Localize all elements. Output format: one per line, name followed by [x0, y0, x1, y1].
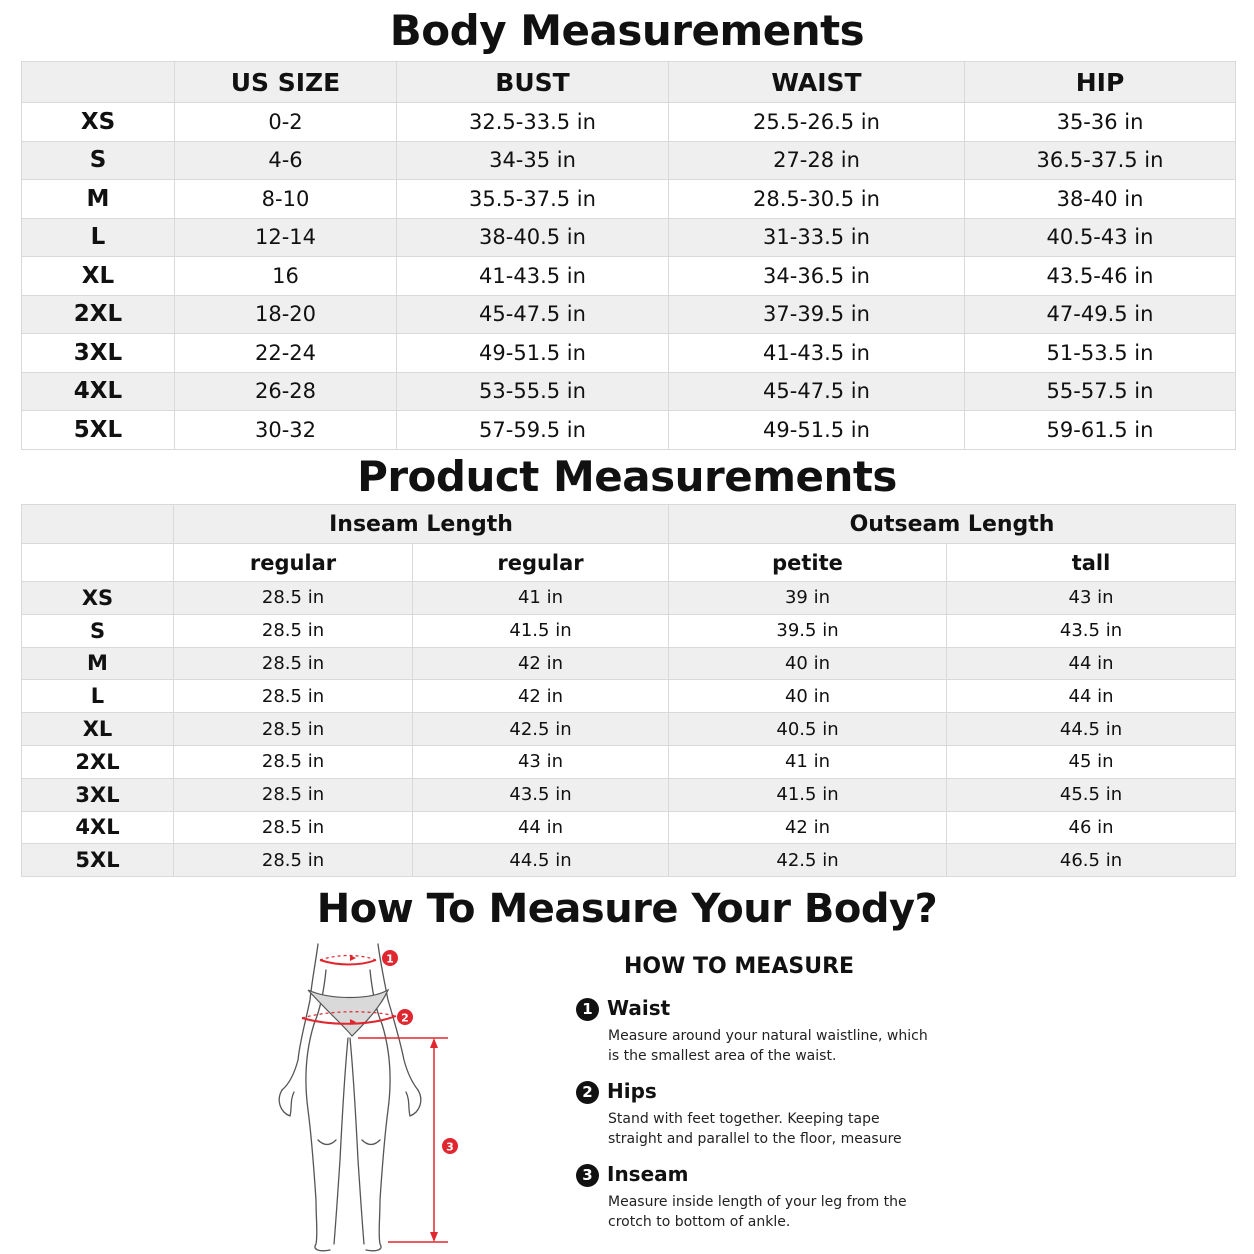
svg-text:1: 1 [386, 952, 394, 966]
header-us-size: US SIZE [175, 62, 397, 103]
product-measurements-title: Product Measurements [357, 452, 897, 501]
hip-cell: 47-49.5 in [965, 295, 1236, 334]
waist-cell: 49-51.5 in [669, 411, 965, 450]
value-cell: 39.5 in [669, 614, 947, 647]
subheader-inseam-regular: regular [174, 544, 413, 582]
us-size-cell: 30-32 [175, 411, 397, 450]
marker-2 [397, 1009, 413, 1025]
size-cell: 4XL [22, 811, 174, 844]
value-cell: 28.5 in [174, 680, 413, 713]
waist-cell: 27-28 in [669, 141, 965, 180]
table-row [22, 334, 1236, 373]
subheader-tall: tall [947, 544, 1236, 582]
table-group-header-row [22, 505, 1236, 544]
step-description: Measure inside length of your leg from the crotch to bottom of ankle. [608, 1194, 907, 1230]
value-cell: 45 in [947, 745, 1236, 778]
waist-cell: 41-43.5 in [669, 334, 965, 373]
hip-cell: 59-61.5 in [965, 411, 1236, 450]
size-cell: L [22, 218, 175, 257]
us-size-cell: 4-6 [175, 141, 397, 180]
waist-cell: 37-39.5 in [669, 295, 965, 334]
value-cell: 42 in [413, 680, 669, 713]
value-cell: 41 in [669, 745, 947, 778]
us-size-cell: 8-10 [175, 180, 397, 219]
value-cell: 43 in [947, 582, 1236, 615]
us-size-cell: 16 [175, 257, 397, 296]
table-row [22, 844, 1236, 877]
hip-cell: 36.5-37.5 in [965, 141, 1236, 180]
size-cell: 2XL [22, 295, 175, 334]
size-cell: 3XL [22, 778, 174, 811]
subheader-outseam-regular: regular [413, 544, 669, 582]
header-blank [22, 505, 174, 544]
size-cell: M [22, 180, 175, 219]
marker-3 [442, 1138, 458, 1154]
size-cell: XL [22, 257, 175, 296]
value-cell: 28.5 in [174, 647, 413, 680]
bust-cell: 53-55.5 in [397, 372, 669, 411]
value-cell: 41.5 in [413, 614, 669, 647]
value-cell: 28.5 in [174, 778, 413, 811]
subheader-blank [22, 544, 174, 582]
body-figure-illustration [260, 940, 470, 1254]
value-cell: 28.5 in [174, 713, 413, 746]
us-size-cell: 22-24 [175, 334, 397, 373]
hip-cell: 40.5-43 in [965, 218, 1236, 257]
table-row [22, 372, 1236, 411]
value-cell: 42.5 in [413, 713, 669, 746]
value-cell: 46.5 in [947, 844, 1236, 877]
value-cell: 41.5 in [669, 778, 947, 811]
value-cell: 43.5 in [413, 778, 669, 811]
value-cell: 28.5 in [174, 811, 413, 844]
table-row [22, 411, 1236, 450]
table-row [22, 582, 1236, 615]
table-row [22, 778, 1236, 811]
table-row [22, 614, 1236, 647]
waist-measure-tape [320, 955, 376, 965]
value-cell: 40 in [669, 647, 947, 680]
header-inseam-length: Inseam Length [174, 505, 669, 544]
value-cell: 28.5 in [174, 582, 413, 615]
step-number-badge: 1 [576, 998, 599, 1021]
hip-cell: 51-53.5 in [965, 334, 1236, 373]
bust-cell: 35.5-37.5 in [397, 180, 669, 219]
table-row [22, 647, 1236, 680]
us-size-cell: 26-28 [175, 372, 397, 411]
value-cell: 28.5 in [174, 844, 413, 877]
value-cell: 40.5 in [669, 713, 947, 746]
value-cell: 46 in [947, 811, 1236, 844]
size-cell: 2XL [22, 745, 174, 778]
waist-cell: 34-36.5 in [669, 257, 965, 296]
bust-cell: 38-40.5 in [397, 218, 669, 257]
table-row [22, 745, 1236, 778]
size-cell: 4XL [22, 372, 175, 411]
bust-cell: 49-51.5 in [397, 334, 669, 373]
step-number-badge: 3 [576, 1164, 599, 1187]
value-cell: 42 in [669, 811, 947, 844]
value-cell: 44.5 in [947, 713, 1236, 746]
table-row [22, 180, 1236, 219]
step-name: Waist [607, 996, 671, 1020]
bust-cell: 45-47.5 in [397, 295, 669, 334]
hip-cell: 43.5-46 in [965, 257, 1236, 296]
size-cell: 3XL [22, 334, 175, 373]
header-outseam-length: Outseam Length [669, 505, 1236, 544]
value-cell: 45.5 in [947, 778, 1236, 811]
inseam-measure-line [358, 1038, 448, 1242]
step-name: Hips [607, 1079, 657, 1103]
step-number-badge: 2 [576, 1081, 599, 1104]
body-measurements-title: Body Measurements [389, 6, 865, 55]
value-cell: 28.5 in [174, 614, 413, 647]
header-size [22, 62, 175, 103]
value-cell: 44 in [947, 647, 1236, 680]
bust-cell: 57-59.5 in [397, 411, 669, 450]
us-size-cell: 0-2 [175, 103, 397, 142]
value-cell: 41 in [413, 582, 669, 615]
body-outline [279, 944, 421, 1251]
table-row [22, 811, 1236, 844]
waist-cell: 25.5-26.5 in [669, 103, 965, 142]
svg-text:3: 3 [446, 1140, 454, 1154]
value-cell: 42 in [413, 647, 669, 680]
table-row [22, 295, 1236, 334]
size-cell: XS [22, 582, 174, 615]
value-cell: 42.5 in [669, 844, 947, 877]
body-measurements-table [21, 61, 1236, 450]
waist-cell: 31-33.5 in [669, 218, 965, 257]
hip-cell: 38-40 in [965, 180, 1236, 219]
table-row [22, 257, 1236, 296]
size-cell: L [22, 680, 174, 713]
marker-1 [382, 950, 398, 966]
value-cell: 44 in [413, 811, 669, 844]
step-description: Measure around your natural waistline, which is the smallest area of the waist. [608, 1028, 928, 1064]
header-waist: WAIST [669, 62, 965, 103]
hip-cell: 35-36 in [965, 103, 1236, 142]
header-bust: BUST [397, 62, 669, 103]
size-cell: 5XL [22, 844, 174, 877]
table-header-row [22, 62, 1236, 103]
step-name: Inseam [607, 1162, 689, 1186]
table-row [22, 680, 1236, 713]
size-cell: M [22, 647, 174, 680]
value-cell: 39 in [669, 582, 947, 615]
how-to-measure-heading: HOW TO MEASURE [624, 954, 855, 979]
subheader-petite: petite [669, 544, 947, 582]
size-cell: S [22, 614, 174, 647]
waist-cell: 28.5-30.5 in [669, 180, 965, 219]
size-cell: S [22, 141, 175, 180]
table-subheader-row [22, 544, 1236, 582]
size-cell: 5XL [22, 411, 175, 450]
size-cell: XS [22, 103, 175, 142]
bust-cell: 34-35 in [397, 141, 669, 180]
waist-cell: 45-47.5 in [669, 372, 965, 411]
product-measurements-table [21, 504, 1236, 877]
table-row [22, 141, 1236, 180]
size-cell: XL [22, 713, 174, 746]
us-size-cell: 12-14 [175, 218, 397, 257]
value-cell: 28.5 in [174, 745, 413, 778]
value-cell: 40 in [669, 680, 947, 713]
step-description: Stand with feet together. Keeping tape straight and parallel to the floor, measure [608, 1111, 902, 1147]
bust-cell: 41-43.5 in [397, 257, 669, 296]
value-cell: 44.5 in [413, 844, 669, 877]
header-hip: HIP [965, 62, 1236, 103]
how-to-measure-title: How To Measure Your Body? [316, 886, 938, 932]
hip-cell: 55-57.5 in [965, 372, 1236, 411]
value-cell: 44 in [947, 680, 1236, 713]
bust-cell: 32.5-33.5 in [397, 103, 669, 142]
table-row [22, 103, 1236, 142]
table-row [22, 713, 1236, 746]
value-cell: 43.5 in [947, 614, 1236, 647]
value-cell: 43 in [413, 745, 669, 778]
svg-text:2: 2 [401, 1011, 409, 1025]
us-size-cell: 18-20 [175, 295, 397, 334]
table-row [22, 218, 1236, 257]
